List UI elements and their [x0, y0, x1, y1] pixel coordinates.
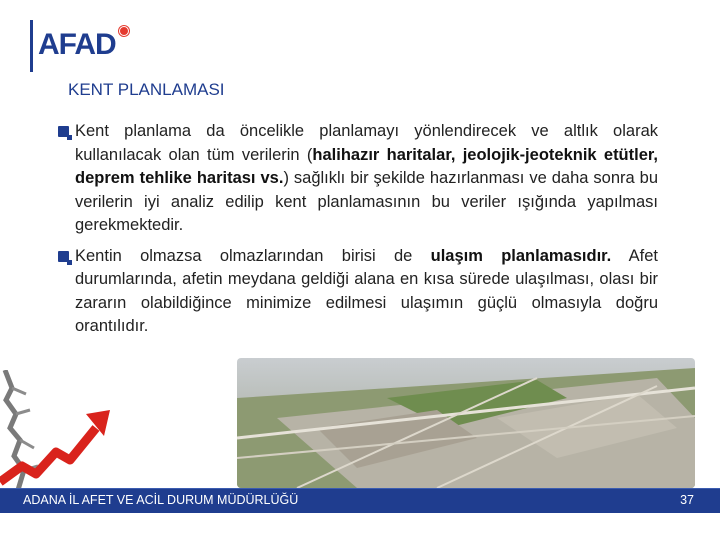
cracked-ground-arrow-image: [0, 370, 120, 490]
page-title: KENT PLANLAMASI: [68, 80, 225, 99]
bullet-text: Kent planlama da öncelikle planlamayı yönlendirecek ve altlık olarak kullanılacak olan tüm verilerin (: [75, 122, 658, 164]
bullet-text: Afet durumlarında, afetin meydana geldiği alana en kısa sürede ulaşılması, olası bir zararın olabildiğince minimize edilmesi ulaşımın güçlü olmasıyla doğru orantılıdır.: [75, 246, 659, 335]
bullet-item: [58, 120, 658, 238]
bullet-text: ) sağlıklı bir şekilde hazırlanması ve daha sonra bu verilerin iyi analiz edilip kent planlamasının bu veriler ışığında yapılması gerekmektedir.: [75, 169, 658, 234]
bullet-bold-text: ulaşım planlamasıdır.: [430, 246, 612, 265]
bullet-square-icon: [58, 126, 69, 137]
bullet-bold-text: halihazır haritalar, jeolojik-jeoteknik etütler, deprem tehlike haritası vs.: [75, 145, 658, 187]
bullet-item: [58, 245, 658, 339]
afad-logo: AFAD: [38, 28, 116, 61]
bullet-square-icon: [58, 251, 69, 262]
bullet-list: [58, 120, 658, 346]
logo-registered-dot: [119, 26, 129, 36]
footer-organization: ADANA İL AFET VE ACİL DURUM MÜDÜRLÜĞÜ: [23, 493, 299, 507]
footer-bar: [0, 488, 720, 513]
logo-divider: [30, 20, 33, 72]
bullet-text: Kentin olmazsa olmazlarından birisi de: [75, 246, 431, 265]
aerial-city-plan-image: [237, 358, 695, 488]
page-number: 37: [680, 493, 694, 507]
